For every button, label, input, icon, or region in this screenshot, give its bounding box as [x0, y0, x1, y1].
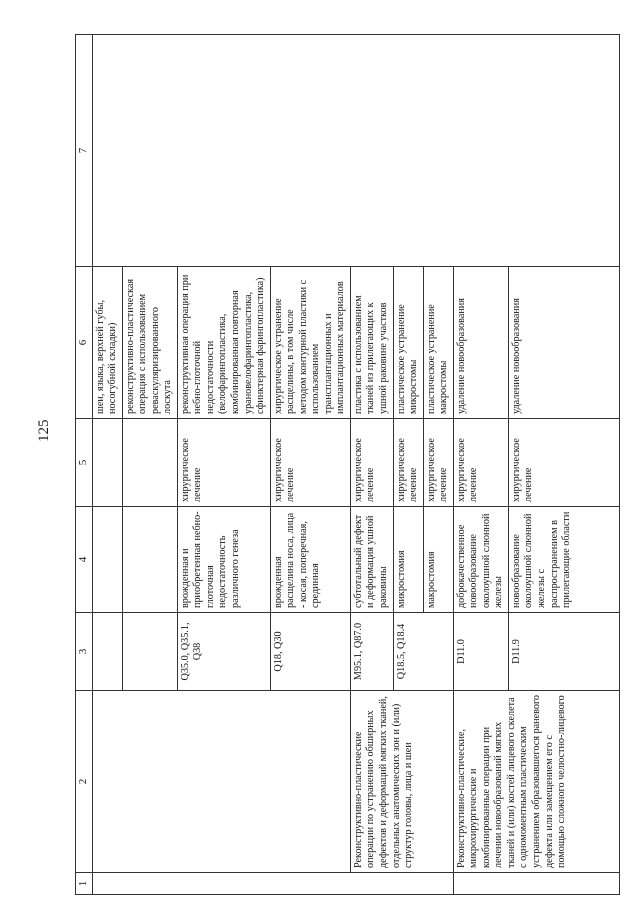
cell-col5: хирургическое лечение: [177, 419, 270, 507]
procedures-table: [75, 34, 620, 895]
cell-col5: хирургическое лечение: [453, 419, 508, 507]
cell-col3: M95.1, Q87.0: [350, 613, 393, 691]
cell-col5: хирургическое лечение: [393, 419, 423, 507]
cell-col4: новообразование околоушной слюнной железы с распространением в прилегающие области: [508, 507, 619, 613]
column-number-3: 3: [76, 613, 93, 691]
column-number-4: 4: [76, 507, 93, 613]
cell-col3: D11.0: [453, 613, 508, 691]
cell-col5: хирургическое лечение: [270, 419, 350, 507]
cell-col2: [92, 691, 350, 873]
cell-col5: хирургическое лечение: [350, 419, 393, 507]
cell-col3: D11.9: [508, 613, 619, 691]
cell-col3: Q35.0, Q35.1, Q38: [177, 613, 270, 691]
cell-col6: хирургическое устранение расщелины, в том числе методом контурной пластики с использованием трансплантационных и имплантационных материалов: [270, 267, 350, 419]
cell-col5: хирургическое лечение: [508, 419, 619, 507]
cell-col7: [92, 35, 619, 267]
cell-col5: [92, 419, 122, 507]
header-row: [76, 35, 93, 895]
cell-col4: макростомия: [423, 507, 453, 613]
cell-col1: [453, 873, 619, 895]
column-number-5: 5: [76, 419, 93, 507]
cell-col2: Реконструктивно-пластические операции по устранению обширных дефектов и деформаций мягких тканей, отдельных анатомических зон и (или) структур головы, лица и шеи: [350, 691, 453, 873]
column-number-7: 7: [76, 35, 93, 267]
cell-col6: шеи, языка, верхней губы, носогубной складки): [92, 267, 122, 419]
cell-col6: реконструктивно-пластическая операция с использованием реваскуляризированного лоскута: [122, 267, 177, 419]
cell-col3: Q18, Q30: [270, 613, 350, 691]
cell-col6: пластическое устранение микростомы: [393, 267, 423, 419]
cell-col6: реконструктивная операция при небно-глоточной недостаточности (велофарингопластика, комбинированная повторная урановелофарингопластика, сфинктерная фарингопластика): [177, 267, 270, 419]
cell-col6: удаление новообразования: [508, 267, 619, 419]
cell-col3: [122, 613, 177, 691]
page-number: 125: [36, 419, 52, 442]
cell-col4: субтотальный дефект и деформация ушной раковины: [350, 507, 393, 613]
cell-col2: Реконструктивно-пластические, микрохирургические и комбинированные операции при лечении новообразований мягких тканей и (или) костей лицевого скелета с одномоментным пластическим устранением образовавшегося раневого дефекта или замещением его с помощью сложного челюстно-лицевого: [453, 691, 619, 873]
column-number-2: 2: [76, 691, 93, 873]
cell-col3: Q18.5, Q18.4: [393, 613, 453, 691]
cell-col5: [122, 419, 177, 507]
cell-col6: пластическое устранение макростомы: [423, 267, 453, 419]
cell-col4: врожденная расщелина носа, лица - косая, поперечная, срединная: [270, 507, 350, 613]
cell-col4: микростомия: [393, 507, 423, 613]
cell-col3: [92, 613, 122, 691]
cell-col4: врожденная и приобретенная небно-глоточная недостаточность различного генеза: [177, 507, 270, 613]
rotated-table-container: [75, 35, 620, 895]
cell-col5: хирургическое лечение: [423, 419, 453, 507]
table-row: [92, 35, 122, 895]
column-number-6: 6: [76, 267, 93, 419]
cell-col6: удаление новообразования: [453, 267, 508, 419]
cell-col4: доброкачественное новообразование околоушной слюнной железы: [453, 507, 508, 613]
cell-col1: [92, 873, 453, 895]
cell-col4: [122, 507, 177, 613]
column-number-1: 1: [76, 873, 93, 895]
cell-col4: [92, 507, 122, 613]
cell-col6: пластика с использованием тканей из прилегающих к ушной раковине участков: [350, 267, 393, 419]
